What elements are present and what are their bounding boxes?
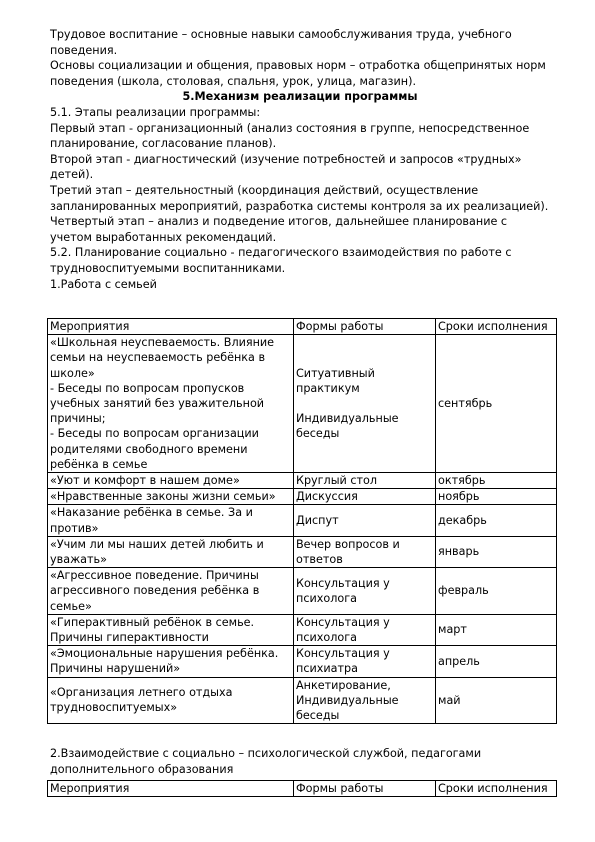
form-cell: Анкетирование, Индивидуальные беседы [294,677,436,724]
header-forms: Формы работы [294,319,436,335]
form-cell: Консультация у психолога [294,614,436,645]
term-cell: октябрь [436,473,557,489]
table-header-row [48,319,557,335]
event-cell: «Агрессивное поведение. Причины агрессивного поведения ребёнка в семье» [48,568,294,615]
header-events: Мероприятия [48,319,294,335]
event-cell: «Уют и комфорт в нашем доме» [48,473,294,489]
interaction-heading: 2.Взаимодействие с социально – психологической службой, педагогами дополнительного образования [50,747,482,776]
event-cell: «Эмоциональные нарушения ребёнка. Причины нарушений» [48,646,294,677]
table-row [48,614,557,645]
form-cell: Консультация у психолога [294,568,436,615]
section-title: 5.Механизм реализации программы [182,90,418,104]
event-cell: «Организация летнего отдыха трудновоспитуемых» [48,677,294,724]
document-text [50,27,550,292]
table-row [48,473,557,489]
form-cell: Ситуативный практикум Индивидуальные беседы [294,335,436,473]
event-cell: «Школьная неуспеваемость. Влияние семьи на неуспеваемость ребёнка в школе» - Беседы по вопросам пропусков учебных занятий без уважительной причины; - Беседы по вопросам организации родителями свободного времени ребёнка в семье [48,335,294,473]
header-terms: Сроки исполнения [436,319,557,335]
table-row [48,536,557,567]
term-cell: сентябрь [436,335,557,473]
table-row [48,677,557,724]
stage-3: Третий этап – деятельностный (координация действий, осуществление запланированных мероприятий, разработка системы контроля за их реализацией). [50,183,549,213]
family-work-table [47,318,557,724]
family-heading: 1.Работа с семьей [50,277,157,291]
event-cell: «Гиперактивный ребёнок в семье. Причины гиперактивности [48,614,294,645]
interaction-table [47,780,557,797]
term-cell: февраль [436,568,557,615]
stage-4: Четвертый этап – анализ и подведение итогов, дальнейшее планирование с учетом выработанных рекомендаций. [50,215,508,244]
table-row [48,505,557,536]
term-cell: март [436,614,557,645]
table-row [48,489,557,505]
header-terms: Сроки исполнения [436,781,557,797]
event-cell: «Нравственные законы жизни семьи» [48,489,294,505]
term-cell: апрель [436,646,557,677]
term-cell: май [436,677,557,724]
table-header-row [48,781,557,797]
paragraph-socialization: Основы социализации и общения, правовых норм – отработка общепринятых норм поведения (школа, столовая, спальня, урок, улица, магазин). [50,59,546,88]
term-cell: январь [436,536,557,567]
event-cell: «Учим ли мы наших детей любить и уважать» [48,536,294,567]
form-cell: Консультация у психиатра [294,646,436,677]
term-cell: ноябрь [436,489,557,505]
form-cell: Дискуссия [294,489,436,505]
table-row [48,646,557,677]
paragraph-labor: Трудовое воспитание – основные навыки самообслуживания труда, учебного поведения. [50,28,512,57]
header-events: Мероприятия [48,781,294,797]
term-cell: декабрь [436,505,557,536]
form-cell: Вечер вопросов и ответов [294,536,436,567]
header-forms: Формы работы [294,781,436,797]
stage-2: Второй этап - диагностический (изучение потребностей и запросов «трудных» детей). [50,152,522,182]
table-row [48,568,557,615]
stage-1: Первый этап - организационный (анализ состояния в группе, непосредственное планирование, согласование планов). [50,121,530,151]
planning-heading: 5.2. Планирование социально - педагогического взаимодействия по работе с трудновоспитуемыми воспитанниками. [50,246,512,275]
table-row [48,335,557,473]
stages-heading: 5.1. Этапы реализации программы: [50,105,261,119]
form-cell: Диспут [294,505,436,536]
event-cell: «Наказание ребёнка в семье. За и против» [48,505,294,536]
form-cell: Круглый стол [294,473,436,489]
